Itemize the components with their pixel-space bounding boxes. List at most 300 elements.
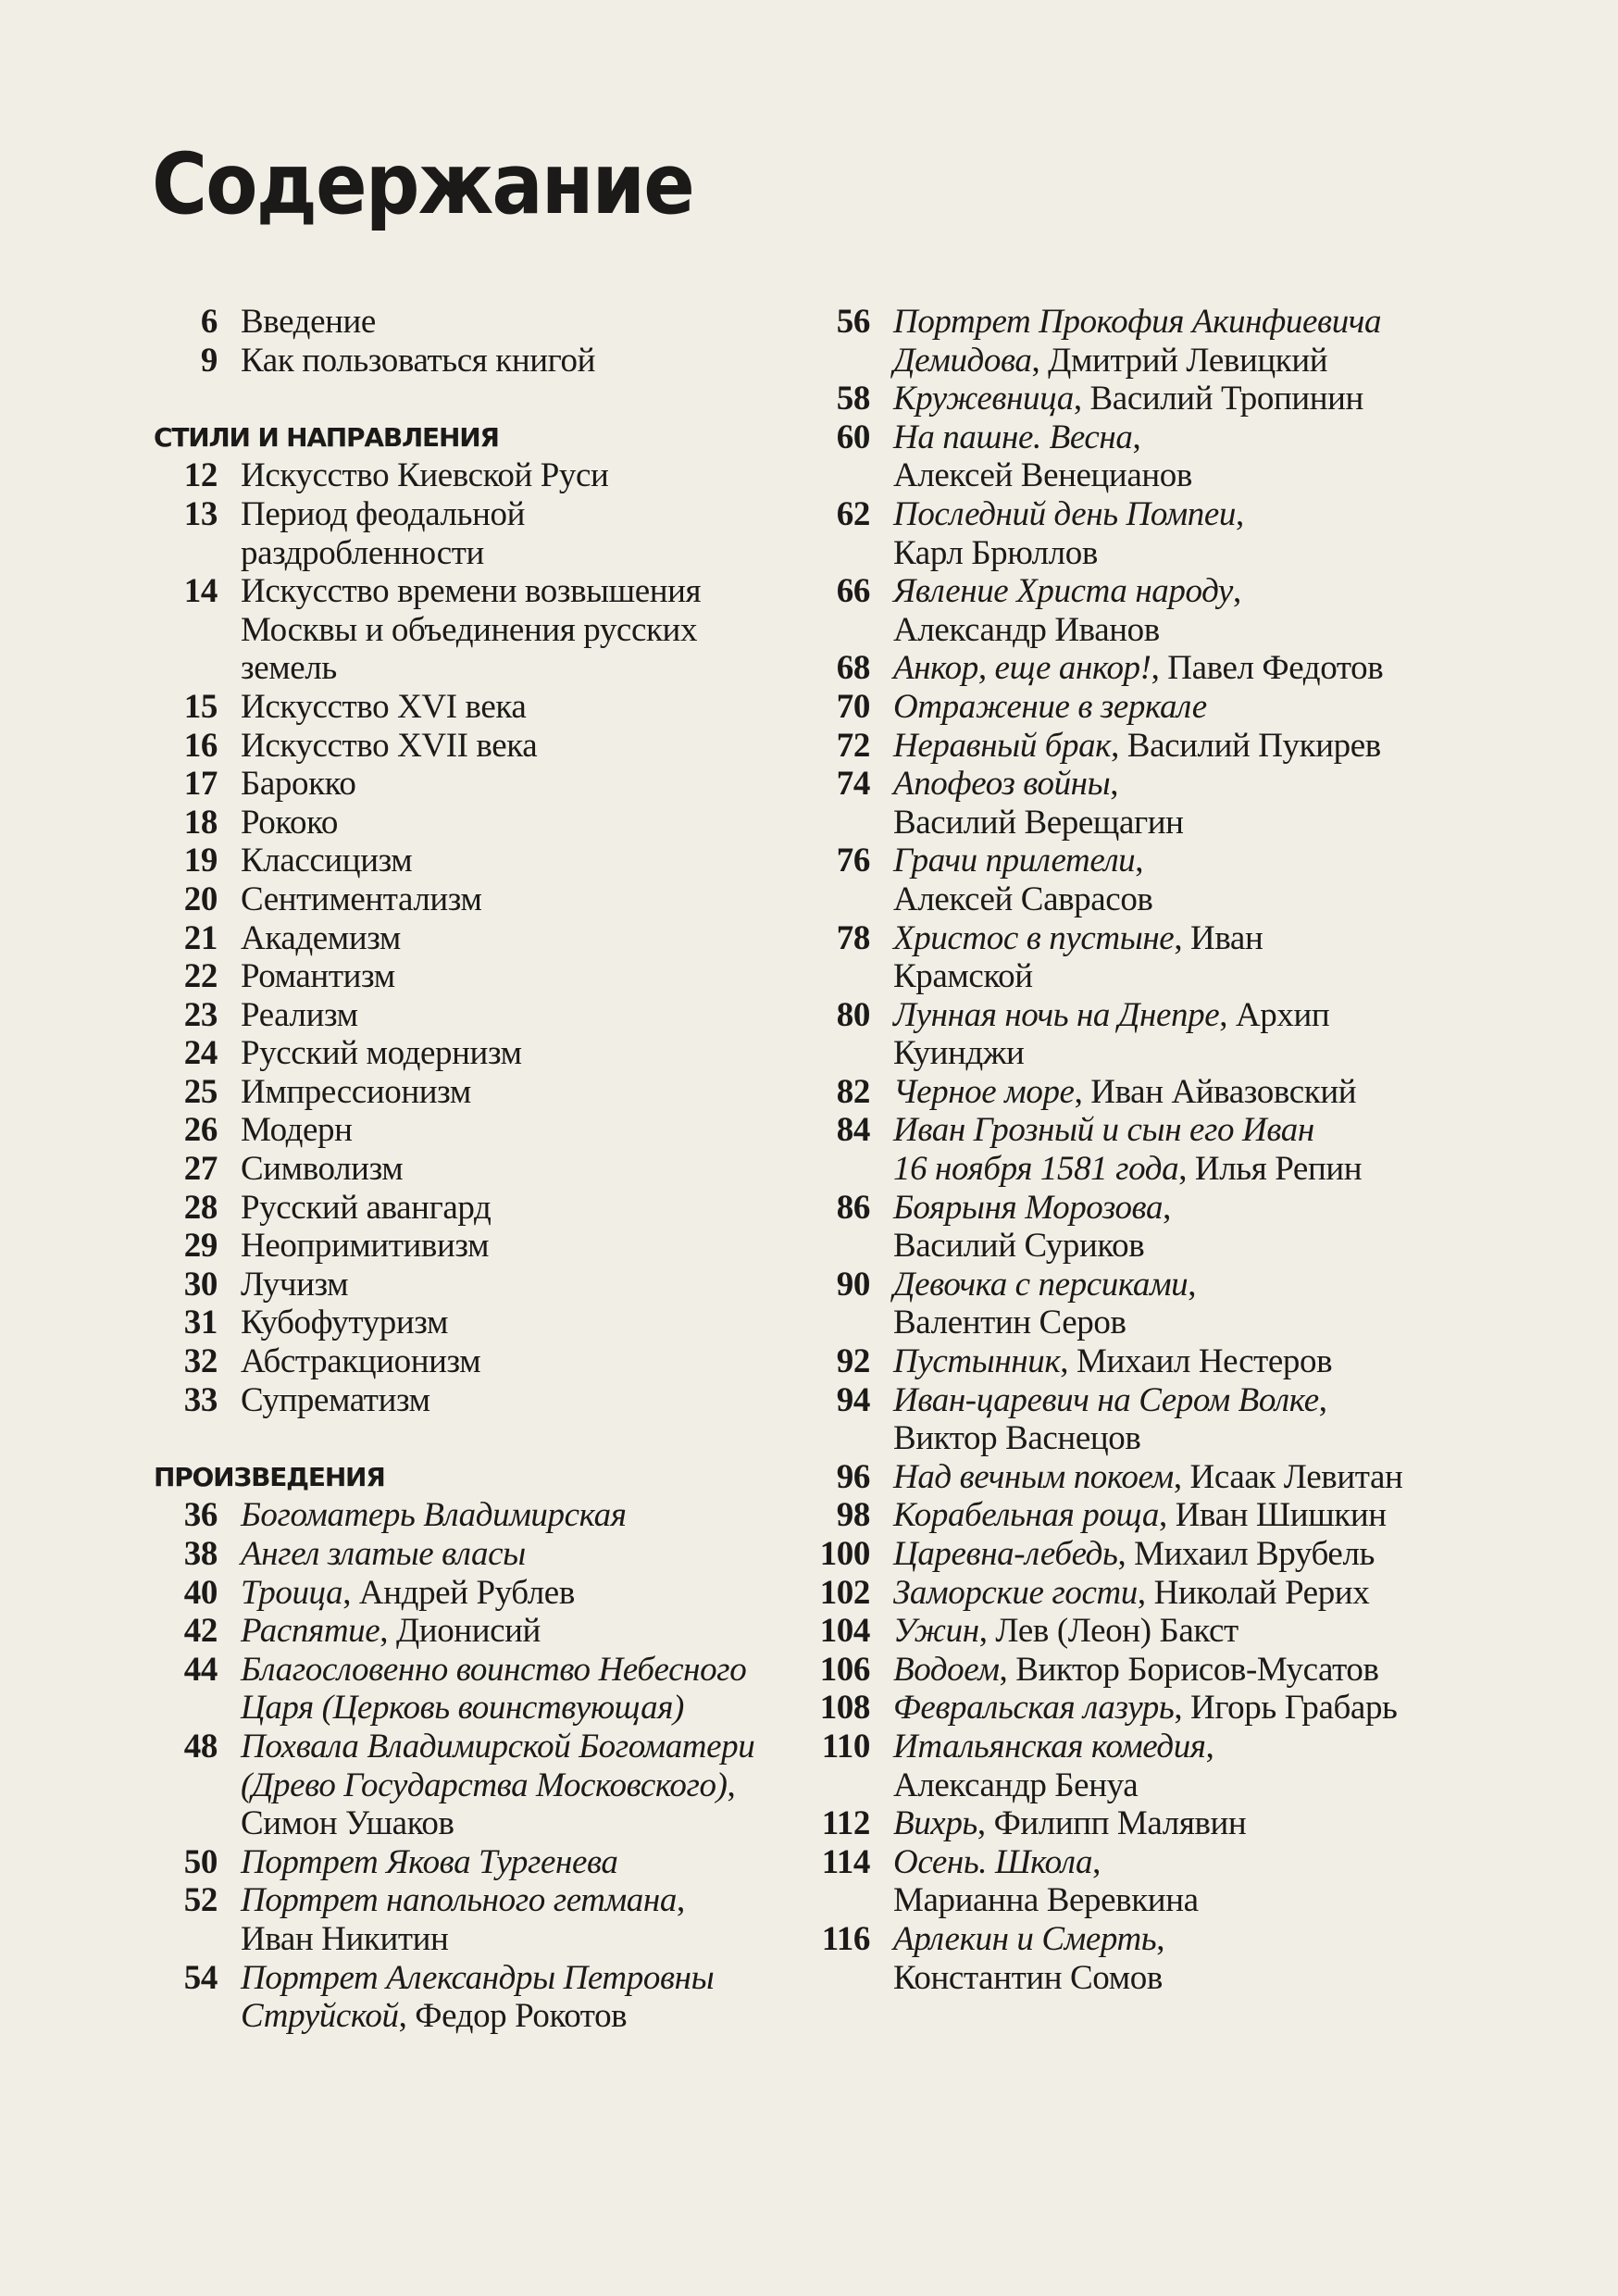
entry-text (893, 727, 1381, 766)
artwork-title: (Древо Государства Московского) (241, 1766, 728, 1804)
page-number: 15 (183, 687, 218, 726)
toc-entry[interactable] (154, 1034, 754, 1073)
entry-line (893, 1342, 1332, 1381)
toc-entry[interactable] (805, 842, 1402, 918)
artwork-title: Благословенно воинство Небесного (241, 1650, 747, 1689)
toc-entry[interactable] (154, 996, 754, 1035)
toc-entry[interactable] (805, 1651, 1402, 1690)
artwork-title: Отражение в зеркале (893, 687, 1207, 726)
artwork-title: Царя (Церковь воинствующая) (241, 1689, 684, 1728)
page-number: 80 (836, 995, 870, 1034)
entry-author: Алексей Саврасов (893, 880, 1153, 918)
toc-entry[interactable] (805, 1189, 1402, 1266)
entry-line (241, 1496, 627, 1535)
toc-entry[interactable] (805, 765, 1402, 842)
page-number: 31 (183, 1304, 218, 1342)
toc-entry[interactable] (805, 1496, 1402, 1535)
entry-author: , Михаил Врубель (1117, 1535, 1375, 1573)
artwork-title: Демидова (893, 341, 1032, 380)
entry-text (241, 572, 701, 688)
entry-text (241, 1304, 448, 1342)
entry-line (241, 1034, 522, 1073)
entry-text (893, 1266, 1196, 1342)
entry-author: Абстракционизм (241, 1342, 481, 1381)
entry-line (893, 611, 1241, 650)
toc-entry[interactable] (154, 765, 754, 804)
toc-entry[interactable] (805, 919, 1402, 996)
page-number: 74 (836, 765, 870, 804)
toc-entry[interactable] (154, 919, 754, 958)
entry-line (241, 919, 401, 958)
toc-entry[interactable] (805, 1728, 1402, 1804)
toc-entry[interactable] (154, 688, 754, 727)
artwork-title: Струйской (241, 1997, 399, 2036)
toc-entry[interactable] (805, 727, 1402, 766)
toc-entry[interactable] (154, 495, 754, 572)
entry-author: Период феодальной (241, 494, 525, 533)
entry-line (241, 1150, 403, 1189)
toc-entry[interactable] (805, 688, 1402, 727)
entry-author: Модерн (241, 1111, 353, 1150)
toc-entry[interactable] (805, 1073, 1402, 1112)
entry-author: , (727, 1766, 736, 1804)
toc-entry[interactable] (805, 1612, 1402, 1651)
entry-text (241, 1728, 754, 1843)
page-number: 17 (183, 765, 218, 804)
entry-author: Василий Суриков (893, 1227, 1145, 1266)
artwork-title: Итальянская комедия (893, 1727, 1206, 1766)
entry-line (893, 1381, 1327, 1420)
artwork-title: На пашне. Весна (893, 418, 1133, 456)
toc-entry[interactable] (154, 1304, 754, 1342)
section-heading: ПРОИЗВЕДЕНИЯ (154, 1461, 385, 1492)
toc-entry[interactable] (154, 1266, 754, 1304)
entry-author: Лучизм (241, 1265, 349, 1304)
entry-text (893, 1920, 1164, 1997)
entry-author: Как пользоваться книгой (241, 341, 596, 380)
entry-author: Импрессионизм (241, 1072, 471, 1111)
entry-author: Алексей Венецианов (893, 456, 1192, 495)
toc-entry[interactable] (805, 1574, 1402, 1613)
entry-line (893, 996, 1329, 1035)
page-number: 94 (836, 1380, 870, 1419)
toc-entry[interactable] (805, 303, 1402, 380)
artwork-title: Над вечным покоем (893, 1457, 1174, 1496)
entry-line (241, 1959, 714, 1998)
entry-text (241, 1381, 430, 1420)
page-number: 13 (183, 494, 218, 533)
entry-author: Москвы и объединения русских (241, 610, 698, 649)
entry-line (893, 303, 1381, 342)
entry-line (241, 957, 395, 996)
entry-author: Искусство XVII века (241, 726, 538, 765)
page-number: 24 (183, 1034, 218, 1073)
toc-entry[interactable] (154, 1227, 754, 1266)
page-number: 30 (183, 1265, 218, 1304)
entry-line (893, 1651, 1379, 1690)
page-number: 26 (183, 1111, 218, 1150)
entry-author: Романтизм (241, 957, 395, 996)
entry-text (893, 303, 1381, 380)
entry-text (893, 1111, 1362, 1188)
toc-entry[interactable] (154, 1535, 754, 1574)
entry-author: , Виктор Борисов-Мусатов (999, 1650, 1379, 1689)
page-number: 96 (836, 1457, 870, 1496)
entry-text (241, 919, 401, 958)
entry-text (241, 1150, 403, 1189)
entry-author: , (1110, 765, 1119, 804)
entry-text (893, 1612, 1238, 1651)
entry-author: Русский авангард (241, 1188, 492, 1227)
page-number: 108 (819, 1689, 870, 1728)
page-number: 52 (183, 1881, 218, 1920)
toc-entry[interactable] (154, 1574, 754, 1613)
entry-line (241, 1651, 746, 1690)
entry-text (241, 996, 358, 1035)
entry-line (241, 1073, 471, 1112)
entry-author: Академизм (241, 918, 401, 957)
page-number: 68 (836, 649, 870, 688)
entry-author: Барокко (241, 765, 356, 804)
entry-author: Валентин Серов (893, 1304, 1126, 1342)
page-number: 56 (836, 303, 870, 341)
entry-line (241, 842, 412, 880)
toc-entry[interactable] (154, 1728, 754, 1843)
entry-line (241, 1535, 526, 1574)
artwork-title: Царевна-лебедь (893, 1535, 1118, 1573)
artwork-title: Анкор, еще анкор! (893, 649, 1151, 688)
entry-text (241, 727, 537, 766)
entry-line (241, 688, 526, 727)
toc-entry[interactable] (805, 495, 1402, 572)
entry-author: , Иван (1174, 918, 1263, 957)
toc-entry[interactable] (154, 804, 754, 842)
entry-author: , Игорь Грабарь (1174, 1689, 1398, 1728)
page-number: 76 (836, 842, 870, 880)
entry-author: раздробленности (241, 533, 484, 572)
entry-text (241, 303, 376, 342)
entry-text (241, 1034, 522, 1073)
page-number: 18 (183, 803, 218, 842)
page-number: 90 (836, 1265, 870, 1304)
entry-line (893, 727, 1381, 766)
entry-author: земель (241, 649, 337, 688)
entry-author: Карл Брюллов (893, 533, 1098, 572)
page-number: 14 (183, 572, 218, 611)
toc-entry[interactable] (805, 996, 1402, 1073)
entry-text (241, 1574, 575, 1613)
toc-entry[interactable] (805, 380, 1402, 418)
toc-entry[interactable] (805, 1535, 1402, 1574)
toc-entry[interactable] (805, 1266, 1402, 1342)
entry-line (893, 765, 1184, 804)
page-number: 70 (836, 687, 870, 726)
toc-entry[interactable] (805, 418, 1402, 495)
entry-line (893, 1111, 1362, 1150)
artwork-title: Портрет Александры Петровны (241, 1958, 715, 1997)
toc-entry[interactable] (154, 1150, 754, 1189)
page-number: 60 (836, 418, 870, 456)
artwork-title: Последний день Помпеи (893, 494, 1237, 533)
page-number: 22 (183, 957, 218, 996)
page-number: 19 (183, 842, 218, 880)
entry-line (893, 1766, 1214, 1805)
page-number: 33 (183, 1380, 218, 1419)
toc-entry[interactable] (154, 1612, 754, 1651)
entry-author: Александр Бенуа (893, 1766, 1139, 1804)
section-heading: СТИЛИ И НАПРАВЛЕНИЯ (154, 421, 499, 453)
artwork-title: Распятие (241, 1612, 380, 1651)
artwork-title: Арлекин и Смерть (893, 1919, 1157, 1958)
page-number: 6 (200, 303, 218, 341)
entry-author: Крамской (893, 957, 1033, 996)
page-number: 106 (819, 1650, 870, 1689)
entry-text (241, 1073, 471, 1112)
page-number: 38 (183, 1535, 218, 1573)
entry-line (241, 1920, 685, 1959)
toc-entry[interactable] (805, 1381, 1402, 1458)
entry-author: Александр Иванов (893, 610, 1160, 649)
entry-line (893, 1535, 1375, 1574)
entry-author: , (1232, 572, 1241, 611)
entry-text (241, 1843, 618, 1882)
page-number: 12 (183, 456, 218, 495)
artwork-title: Апофеоз войны (893, 765, 1111, 804)
entry-text (893, 418, 1192, 495)
entry-author: , Василий Тропинин (1073, 380, 1363, 418)
page-number: 20 (183, 880, 218, 918)
entry-line (893, 957, 1263, 996)
toc-entry[interactable] (805, 572, 1402, 649)
entry-author: , (1135, 842, 1144, 880)
entry-line (241, 1227, 489, 1266)
page-number: 29 (183, 1227, 218, 1266)
entry-author: , Андрей Рублев (342, 1573, 575, 1612)
toc-entry[interactable] (154, 342, 754, 381)
artwork-title: Заморские гости (893, 1573, 1138, 1612)
entry-text (241, 804, 338, 842)
entry-line (241, 1189, 491, 1228)
entry-line (893, 380, 1363, 418)
page-number: 44 (183, 1650, 218, 1689)
toc-entry[interactable] (805, 649, 1402, 688)
entry-author: Символизм (241, 1150, 404, 1189)
entry-text (241, 1959, 714, 2036)
entry-author: , Иван Айвазовский (1074, 1072, 1357, 1111)
toc-entry[interactable] (154, 1342, 754, 1381)
entry-text (241, 1111, 353, 1150)
toc-entry[interactable] (154, 456, 754, 495)
artwork-title: Черное море (893, 1072, 1075, 1111)
entry-line (241, 1381, 430, 1420)
toc-entry[interactable] (154, 1189, 754, 1228)
entry-text (893, 380, 1363, 418)
toc-entry[interactable] (805, 1804, 1402, 1843)
toc-entry[interactable] (805, 1689, 1402, 1728)
artwork-title: Водоем (893, 1650, 1000, 1689)
entry-text (241, 765, 355, 804)
entry-line (893, 572, 1241, 611)
entry-line (893, 1959, 1164, 1998)
entry-author: , Иван Шишкин (1159, 1496, 1387, 1535)
entry-author: , (1132, 418, 1141, 456)
entry-line (893, 1419, 1327, 1458)
artwork-title: Богоматерь Владимирская (241, 1496, 627, 1535)
entry-author: Виктор Васнецов (893, 1419, 1141, 1458)
page-number: 23 (183, 995, 218, 1034)
page-number: 54 (183, 1958, 218, 1997)
artwork-title: Неравный брак (893, 726, 1112, 765)
entry-text (241, 1266, 348, 1304)
page-number: 98 (836, 1496, 870, 1535)
entry-author: Марианна Веревкина (893, 1881, 1199, 1920)
toc-entry[interactable] (154, 1111, 754, 1150)
entry-text (893, 1651, 1379, 1690)
entry-line (893, 919, 1263, 958)
entry-text (241, 1496, 627, 1535)
entry-text (241, 842, 412, 880)
toc-entry[interactable] (154, 1073, 754, 1112)
entry-line (893, 842, 1153, 880)
artwork-title: Пустынник (893, 1342, 1061, 1381)
entry-author: , (1092, 1842, 1101, 1881)
entry-text (893, 1381, 1327, 1458)
entry-line (241, 1728, 754, 1766)
entry-line (893, 1304, 1196, 1342)
entry-author: Искусство XVI века (241, 687, 527, 726)
page-number: 50 (183, 1842, 218, 1881)
toc-entry[interactable] (154, 1959, 754, 2036)
entry-line (893, 418, 1192, 457)
entry-line (241, 1881, 685, 1920)
page-number: 104 (819, 1612, 870, 1651)
artwork-title: Корабельная роща (893, 1496, 1159, 1535)
entry-author: , Дмитрий Левицкий (1031, 341, 1328, 380)
page-number: 102 (819, 1573, 870, 1612)
page-number: 66 (836, 572, 870, 611)
entry-author: Искусство времени возвышения (241, 572, 702, 611)
entry-author: , Архип (1219, 995, 1330, 1034)
artwork-title: Девочка с персиками (893, 1265, 1189, 1304)
entry-author: , (1188, 1265, 1197, 1304)
entry-author: Классицизм (241, 842, 413, 880)
page-number: 82 (836, 1072, 870, 1111)
entry-text (241, 1651, 746, 1728)
toc-entry[interactable] (805, 1111, 1402, 1188)
entry-author: , (1205, 1727, 1214, 1766)
entry-text (241, 1342, 480, 1381)
toc-entry[interactable] (805, 1843, 1402, 1920)
entry-line (893, 1920, 1164, 1959)
toc-entry[interactable] (154, 1651, 754, 1728)
entry-line (893, 1574, 1369, 1613)
entry-text (241, 1189, 491, 1228)
page-number: 40 (183, 1573, 218, 1612)
toc-entry[interactable] (154, 880, 754, 919)
artwork-title: 16 ноября 1581 года (893, 1150, 1179, 1189)
toc-entry[interactable] (805, 1458, 1402, 1497)
entry-text (893, 765, 1184, 842)
entry-line (241, 649, 701, 688)
page-number: 48 (183, 1727, 218, 1766)
entry-line (893, 688, 1207, 727)
artwork-title: Явление Христа народу (893, 572, 1233, 611)
entry-author: Василий Верещагин (893, 803, 1184, 842)
toc-entry[interactable] (154, 1881, 754, 1958)
entry-author: , Лев (Леон) Бакст (978, 1612, 1238, 1651)
toc-entry[interactable] (154, 1843, 754, 1882)
page-number: 114 (821, 1842, 870, 1881)
entry-line (241, 1304, 448, 1342)
entry-text (893, 1458, 1402, 1497)
page-number: 32 (183, 1342, 218, 1381)
toc-column-left (154, 303, 754, 2036)
toc-entry[interactable] (154, 1381, 754, 1420)
artwork-title: Февральская лазурь (893, 1689, 1175, 1728)
entry-line (241, 1766, 754, 1805)
entry-author: Рококо (241, 803, 338, 842)
entry-author: Супрематизм (241, 1380, 430, 1419)
page-number: 100 (819, 1535, 870, 1573)
entry-line (893, 1804, 1246, 1843)
entry-line (893, 456, 1192, 495)
entry-line (893, 1034, 1329, 1073)
entry-line (893, 804, 1184, 842)
entry-author: , Михаил Нестеров (1060, 1342, 1333, 1381)
page-number: 62 (836, 494, 870, 533)
entry-line (893, 342, 1381, 381)
toc-entry[interactable] (154, 842, 754, 880)
artwork-title: Вихрь (893, 1804, 977, 1843)
page-title: Содержание (152, 136, 693, 233)
page-number: 25 (183, 1072, 218, 1111)
entry-line (241, 534, 525, 573)
entry-line (241, 1689, 746, 1728)
artwork-title: Иван-царевич на Сером Волке (893, 1380, 1319, 1419)
spacer (154, 380, 754, 418)
entry-text (893, 1535, 1375, 1574)
toc-entry[interactable] (154, 727, 754, 766)
entry-author: , Павел Федотов (1151, 649, 1384, 688)
entry-author: Куинджи (893, 1034, 1025, 1073)
entry-line (241, 1612, 541, 1651)
entry-author: , (1236, 494, 1244, 533)
toc-entry[interactable] (154, 957, 754, 996)
artwork-title: Троица (241, 1573, 343, 1612)
entry-author: , (1318, 1380, 1327, 1419)
entry-line (241, 1111, 353, 1150)
page-number: 84 (836, 1111, 870, 1150)
entry-text (241, 1535, 526, 1574)
toc-entry[interactable] (805, 1342, 1402, 1381)
toc-entry[interactable] (154, 1496, 754, 1535)
artwork-title: Грачи прилетели (893, 842, 1136, 880)
entry-line (241, 1843, 618, 1882)
toc-entry[interactable] (154, 572, 754, 688)
entry-line (241, 996, 358, 1035)
entry-text (241, 1227, 489, 1266)
toc-entry[interactable] (805, 1920, 1402, 1997)
entry-line (241, 611, 701, 650)
entry-line (241, 572, 701, 611)
entry-text (893, 1496, 1387, 1535)
entry-author: Введение (241, 303, 376, 341)
page-number: 28 (183, 1188, 218, 1227)
toc-entry[interactable] (154, 303, 754, 342)
entry-text (893, 495, 1244, 572)
page-number: 72 (836, 726, 870, 765)
entry-text (241, 688, 526, 727)
